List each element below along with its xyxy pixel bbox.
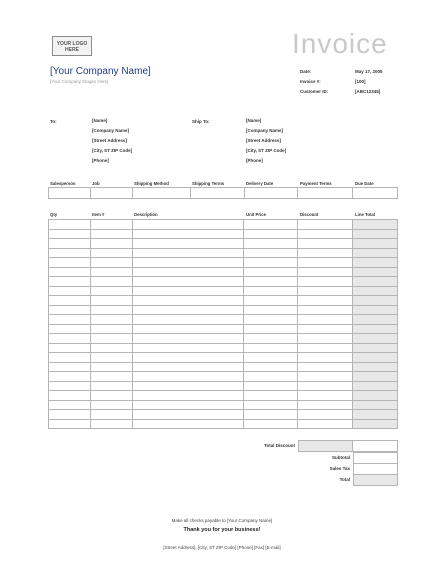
total-label: Total bbox=[339, 477, 350, 482]
header-qty: Qty bbox=[50, 212, 58, 217]
table-row bbox=[49, 391, 398, 401]
qty-cell[interactable] bbox=[49, 267, 91, 277]
line-total-cell[interactable] bbox=[352, 343, 397, 353]
header-unit-price: Unit Price bbox=[246, 212, 267, 217]
discount-cell[interactable] bbox=[297, 296, 352, 306]
description-cell[interactable] bbox=[133, 381, 244, 391]
description-cell[interactable] bbox=[133, 286, 244, 296]
unit-price-cell[interactable] bbox=[244, 315, 298, 325]
line-total-cell[interactable] bbox=[352, 410, 397, 420]
line-items-table bbox=[48, 219, 398, 429]
header-delivery-date: Delivery Date bbox=[246, 181, 274, 186]
discount-cell[interactable] bbox=[297, 315, 352, 325]
item-number-cell[interactable] bbox=[91, 296, 133, 306]
description-cell[interactable] bbox=[133, 400, 244, 410]
table-row bbox=[49, 277, 398, 287]
header-shipping-terms: Shipping Terms bbox=[192, 181, 225, 186]
payment-terms-cell[interactable] bbox=[298, 188, 353, 199]
ship-to-name[interactable]: [Name] bbox=[246, 118, 262, 123]
discount-cell[interactable] bbox=[297, 419, 352, 429]
line-total-cell[interactable] bbox=[352, 267, 397, 277]
unit-price-cell[interactable] bbox=[244, 258, 298, 268]
discount-cell[interactable] bbox=[297, 258, 352, 268]
company-logo bbox=[52, 36, 92, 56]
description-cell[interactable] bbox=[133, 362, 244, 372]
header-discount: Discount bbox=[300, 212, 319, 217]
table-row bbox=[49, 372, 398, 382]
header-payment-terms: Payment Terms bbox=[300, 181, 332, 186]
bill-to-name[interactable]: [Name] bbox=[92, 118, 108, 123]
table-row bbox=[49, 267, 398, 277]
item-number-cell[interactable] bbox=[91, 372, 133, 382]
discount-cell[interactable] bbox=[297, 381, 352, 391]
footer-address: [Street Address], [City, ST ZIP Code] [Phone] [Fax] [E-mail] bbox=[163, 545, 281, 550]
unit-price-cell[interactable] bbox=[244, 296, 298, 306]
description-cell[interactable] bbox=[133, 277, 244, 287]
qty-cell[interactable] bbox=[49, 334, 91, 344]
unit-price-cell[interactable] bbox=[244, 267, 298, 277]
discount-cell[interactable] bbox=[297, 239, 352, 249]
subtotal-label: Subtotal bbox=[332, 455, 350, 460]
bill-to-city[interactable]: [City, ST ZIP Code] bbox=[92, 148, 133, 153]
header-salesperson: Salesperson bbox=[50, 181, 76, 186]
company-slogan[interactable]: [Your Company Slogan Here] bbox=[50, 79, 109, 84]
qty-cell[interactable] bbox=[49, 296, 91, 306]
payable-note: Make all checks payable to [Your Company Name] bbox=[171, 518, 273, 523]
ship-to-company[interactable]: [Company Name] bbox=[246, 128, 284, 133]
discount-cell[interactable] bbox=[297, 372, 352, 382]
invoice-number-value[interactable]: [100] bbox=[355, 79, 366, 84]
qty-cell[interactable] bbox=[49, 286, 91, 296]
header-line-total: Line Total bbox=[355, 212, 375, 217]
unit-price-cell[interactable] bbox=[244, 229, 298, 239]
line-total-cell[interactable] bbox=[352, 400, 397, 410]
line-total-cell[interactable] bbox=[352, 229, 397, 239]
description-cell[interactable] bbox=[133, 229, 244, 239]
qty-cell[interactable] bbox=[49, 343, 91, 353]
shipping-method-cell[interactable] bbox=[133, 188, 191, 199]
discount-cell[interactable] bbox=[297, 248, 352, 258]
line-total-cell[interactable] bbox=[352, 372, 397, 382]
unit-price-cell[interactable] bbox=[244, 362, 298, 372]
unit-price-cell[interactable] bbox=[244, 353, 298, 363]
item-number-cell[interactable] bbox=[91, 381, 133, 391]
qty-cell[interactable] bbox=[49, 248, 91, 258]
description-cell[interactable] bbox=[133, 258, 244, 268]
summary-table bbox=[353, 452, 398, 486]
line-total-cell[interactable] bbox=[352, 353, 397, 363]
shipping-row bbox=[49, 188, 398, 199]
description-cell[interactable] bbox=[133, 315, 244, 325]
table-row bbox=[49, 334, 398, 344]
delivery-date-cell[interactable] bbox=[244, 188, 298, 199]
unit-price-cell[interactable] bbox=[244, 239, 298, 249]
total-discount-label: Total Discount bbox=[264, 443, 295, 448]
subtotal-row bbox=[354, 453, 398, 464]
description-cell[interactable] bbox=[133, 324, 244, 334]
line-total-cell[interactable] bbox=[352, 305, 397, 315]
header-job: Job bbox=[92, 181, 100, 186]
qty-cell[interactable] bbox=[49, 277, 91, 287]
description-cell[interactable] bbox=[133, 305, 244, 315]
item-number-cell[interactable] bbox=[91, 286, 133, 296]
invoice-number-label: Invoice #: bbox=[300, 79, 321, 84]
unit-price-cell[interactable] bbox=[244, 419, 298, 429]
line-total-cell[interactable] bbox=[352, 220, 397, 230]
table-row bbox=[49, 258, 398, 268]
item-number-cell[interactable] bbox=[91, 239, 133, 249]
customer-id-value[interactable]: [ABC12345] bbox=[355, 89, 381, 94]
table-row bbox=[49, 315, 398, 325]
discount-cell[interactable] bbox=[297, 277, 352, 287]
unit-price-cell[interactable] bbox=[244, 277, 298, 287]
item-number-cell[interactable] bbox=[91, 248, 133, 258]
qty-cell[interactable] bbox=[49, 419, 91, 429]
discount-cell[interactable] bbox=[297, 220, 352, 230]
description-cell[interactable] bbox=[133, 220, 244, 230]
line-total-cell[interactable] bbox=[352, 296, 397, 306]
header-item-number: Item # bbox=[92, 212, 105, 217]
line-total-cell[interactable] bbox=[352, 324, 397, 334]
line-total-cell[interactable] bbox=[352, 258, 397, 268]
item-number-cell[interactable] bbox=[91, 220, 133, 230]
bill-to-address[interactable] bbox=[92, 116, 132, 166]
bill-to-label: To: bbox=[50, 119, 57, 124]
qty-cell[interactable] bbox=[49, 220, 91, 230]
table-row bbox=[49, 362, 398, 372]
ship-to-city[interactable]: [City, ST ZIP Code] bbox=[246, 148, 287, 153]
qty-cell[interactable] bbox=[49, 391, 91, 401]
discount-cell[interactable] bbox=[297, 324, 352, 334]
ship-to-phone[interactable]: [Phone] bbox=[246, 158, 263, 163]
item-number-cell[interactable] bbox=[91, 419, 133, 429]
description-cell[interactable] bbox=[133, 419, 244, 429]
line-total-cell[interactable] bbox=[352, 286, 397, 296]
unit-price-cell[interactable] bbox=[244, 372, 298, 382]
table-row bbox=[49, 381, 398, 391]
sales-tax-cell[interactable] bbox=[354, 464, 398, 475]
unit-price-cell[interactable] bbox=[244, 286, 298, 296]
line-total-cell[interactable] bbox=[352, 381, 397, 391]
item-number-cell[interactable] bbox=[91, 258, 133, 268]
qty-cell[interactable] bbox=[49, 229, 91, 239]
line-total-cell[interactable] bbox=[352, 248, 397, 258]
unit-price-cell[interactable] bbox=[244, 305, 298, 315]
discount-cell[interactable] bbox=[297, 391, 352, 401]
unit-price-cell[interactable] bbox=[244, 400, 298, 410]
unit-price-cell[interactable] bbox=[244, 334, 298, 344]
discount-cell[interactable] bbox=[297, 400, 352, 410]
ship-to-street[interactable]: [Street Address] bbox=[246, 138, 281, 143]
total-discount-row bbox=[299, 441, 398, 452]
item-number-cell[interactable] bbox=[91, 353, 133, 363]
job-cell[interactable] bbox=[91, 188, 133, 199]
discount-cell[interactable] bbox=[297, 305, 352, 315]
header-due-date: Due Date bbox=[355, 181, 374, 186]
qty-cell[interactable] bbox=[49, 258, 91, 268]
sales-tax-label: Sales Tax bbox=[329, 466, 350, 471]
description-cell[interactable] bbox=[133, 296, 244, 306]
qty-cell[interactable] bbox=[49, 381, 91, 391]
qty-cell[interactable] bbox=[49, 239, 91, 249]
header-description: Description bbox=[134, 212, 158, 217]
header-shipping-method: Shipping Method bbox=[134, 181, 169, 186]
line-total-cell[interactable] bbox=[352, 391, 397, 401]
description-cell[interactable] bbox=[133, 391, 244, 401]
table-row bbox=[49, 353, 398, 363]
customer-id-label: Customer ID: bbox=[300, 89, 329, 94]
item-number-cell[interactable] bbox=[91, 410, 133, 420]
due-date-cell[interactable] bbox=[353, 188, 398, 199]
line-total-cell[interactable] bbox=[352, 315, 397, 325]
unit-price-cell[interactable] bbox=[244, 220, 298, 230]
qty-cell[interactable] bbox=[49, 372, 91, 382]
shipping-table bbox=[48, 187, 398, 199]
date-label: Date: bbox=[300, 69, 312, 74]
qty-cell[interactable] bbox=[49, 400, 91, 410]
table-row bbox=[49, 296, 398, 306]
item-number-cell[interactable] bbox=[91, 334, 133, 344]
subtotal-cell[interactable] bbox=[354, 453, 398, 464]
unit-price-cell[interactable] bbox=[244, 324, 298, 334]
company-name[interactable]: [Your Company Name] bbox=[50, 66, 151, 77]
table-row bbox=[49, 305, 398, 315]
item-number-cell[interactable] bbox=[91, 343, 133, 353]
unit-price-cell[interactable] bbox=[244, 410, 298, 420]
salesperson-cell[interactable] bbox=[49, 188, 91, 199]
description-cell[interactable] bbox=[133, 343, 244, 353]
item-number-cell[interactable] bbox=[91, 229, 133, 239]
qty-cell[interactable] bbox=[49, 362, 91, 372]
table-row bbox=[49, 410, 398, 420]
qty-cell[interactable] bbox=[49, 353, 91, 363]
item-number-cell[interactable] bbox=[91, 315, 133, 325]
unit-price-cell[interactable] bbox=[244, 343, 298, 353]
discount-cell[interactable] bbox=[297, 267, 352, 277]
total-row bbox=[354, 475, 398, 486]
table-row bbox=[49, 229, 398, 239]
item-number-cell[interactable] bbox=[91, 362, 133, 372]
table-row bbox=[49, 400, 398, 410]
description-cell[interactable] bbox=[133, 239, 244, 249]
item-number-cell[interactable] bbox=[91, 305, 133, 315]
description-cell[interactable] bbox=[133, 248, 244, 258]
qty-cell[interactable] bbox=[49, 315, 91, 325]
line-total-cell[interactable] bbox=[352, 362, 397, 372]
item-number-cell[interactable] bbox=[91, 267, 133, 277]
discount-cell[interactable] bbox=[297, 229, 352, 239]
discount-cell[interactable] bbox=[297, 286, 352, 296]
description-cell[interactable] bbox=[133, 353, 244, 363]
ship-to-address[interactable] bbox=[246, 116, 286, 166]
item-number-cell[interactable] bbox=[91, 391, 133, 401]
date-value[interactable]: May 17, 2005 bbox=[355, 69, 383, 74]
table-row bbox=[49, 343, 398, 353]
item-number-cell[interactable] bbox=[91, 324, 133, 334]
unit-price-cell[interactable] bbox=[244, 248, 298, 258]
discount-cell[interactable] bbox=[297, 353, 352, 363]
bill-to-company[interactable]: [Company Name] bbox=[92, 128, 130, 133]
logo-text: YOUR LOGO HERE bbox=[56, 41, 88, 53]
invoice-title: Invoice bbox=[292, 28, 388, 59]
line-total-cell[interactable] bbox=[352, 239, 397, 249]
item-number-cell[interactable] bbox=[91, 277, 133, 287]
table-row bbox=[49, 248, 398, 258]
line-total-cell[interactable] bbox=[352, 334, 397, 344]
description-cell[interactable] bbox=[133, 410, 244, 420]
unit-price-cell[interactable] bbox=[244, 381, 298, 391]
shipping-terms-cell[interactable] bbox=[190, 188, 244, 199]
description-cell[interactable] bbox=[133, 334, 244, 344]
table-row bbox=[49, 324, 398, 334]
unit-price-cell[interactable] bbox=[244, 391, 298, 401]
discount-cell[interactable] bbox=[297, 362, 352, 372]
bill-to-phone[interactable]: [Phone] bbox=[92, 158, 109, 163]
table-row bbox=[49, 419, 398, 429]
total-discount-box bbox=[298, 440, 398, 452]
line-total-cell[interactable] bbox=[352, 277, 397, 287]
qty-cell[interactable] bbox=[49, 410, 91, 420]
total-discount-line-cell[interactable] bbox=[353, 441, 398, 452]
qty-cell[interactable] bbox=[49, 305, 91, 315]
thank-you-note: Thank you for your business! bbox=[183, 527, 261, 533]
line-total-cell[interactable] bbox=[352, 419, 397, 429]
total-cell[interactable] bbox=[354, 475, 398, 486]
item-number-cell[interactable] bbox=[91, 400, 133, 410]
total-discount-cell[interactable] bbox=[299, 441, 353, 452]
bill-to-street[interactable]: [Street Address] bbox=[92, 138, 127, 143]
table-row bbox=[49, 239, 398, 249]
ship-to-label: Ship To: bbox=[192, 119, 210, 124]
description-cell[interactable] bbox=[133, 372, 244, 382]
table-row bbox=[49, 220, 398, 230]
sales-tax-row bbox=[354, 464, 398, 475]
table-row bbox=[49, 286, 398, 296]
qty-cell[interactable] bbox=[49, 324, 91, 334]
discount-cell[interactable] bbox=[297, 334, 352, 344]
discount-cell[interactable] bbox=[297, 343, 352, 353]
description-cell[interactable] bbox=[133, 267, 244, 277]
discount-cell[interactable] bbox=[297, 410, 352, 420]
